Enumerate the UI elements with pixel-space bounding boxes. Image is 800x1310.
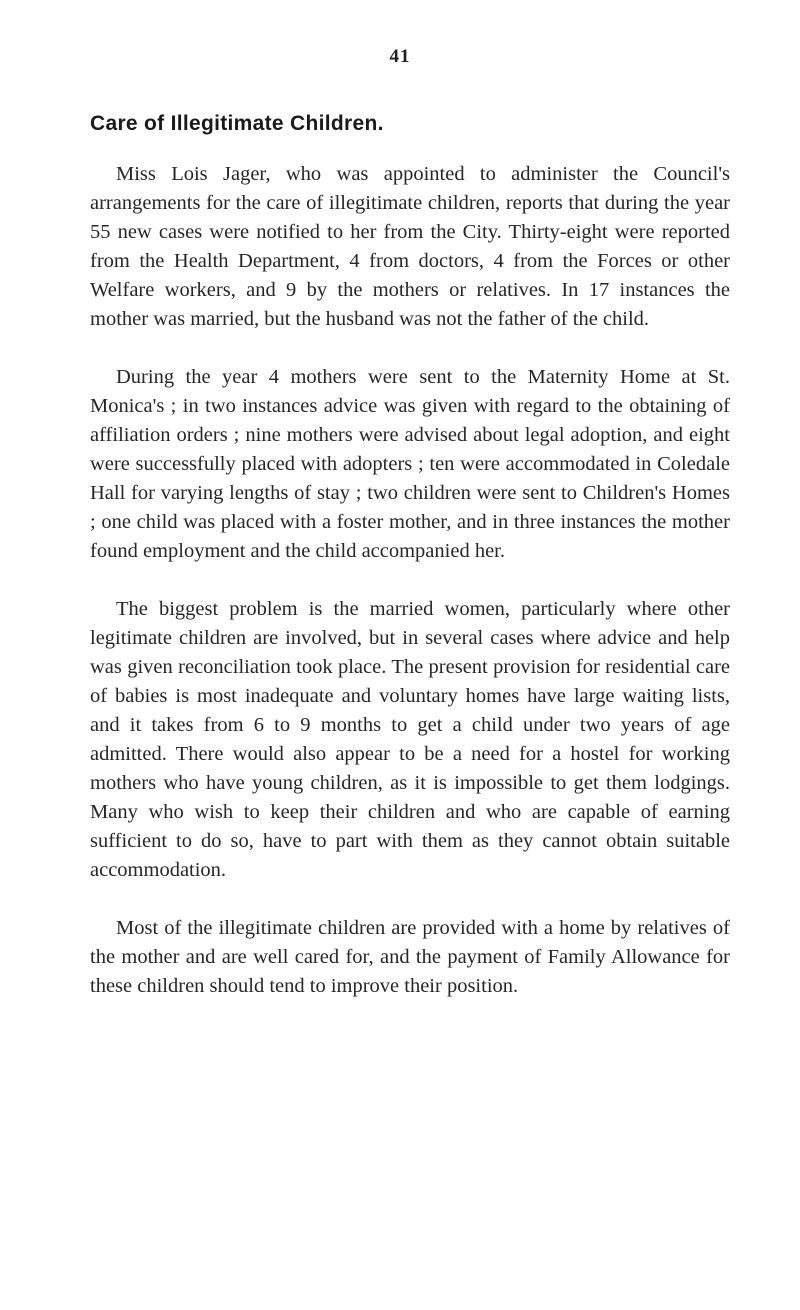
- paragraph-4: Most of the illegitimate children are provided with a home by relatives of the mother and are well cared for, and the payment of Family Allowance for these children should tend to improve their position.: [90, 917, 730, 997]
- paragraph-2: During the year 4 mothers were sent to the Maternity Home at St. Monica's ; in two instances advice was given with regard to the obtaining of affiliation orders ; nine mothers were advised about legal adoption, and eight were successfully placed with adopters ; ten were accommodated in Coledale Hall for varying lengths of stay ; two children were sent to Children's Homes ; one child was placed with a foster mother, and in three instances the mother found employment and the child accompanied her.: [90, 366, 730, 562]
- section-heading: Care of Illegitimate Children.: [90, 112, 384, 135]
- paragraph-3: The biggest problem is the married women, particularly where other legitimate children are involved, but in several cases where advice and help was given reconciliation took place. The present provision for residential care of babies is most inadequate and voluntary homes have large waiting lists, and it takes from 6 to 9 months to get a child under two years of age admitted. There would also appear to be a need for a hostel for working mothers who have young children, as it is impossible to get them lodgings. Many who wish to keep their children and who are capable of earning sufficient to do so, have to part with them as they cannot obtain suitable accommodation.: [90, 598, 730, 881]
- page-number: 41: [389, 46, 411, 67]
- paragraph-1: Miss Lois Jager, who was appointed to administer the Council's arrangements for the care of illegitimate children, reports that during the year 55 new cases were notified to her from the City. Thirty-eight were reported from the Health Department, 4 from doctors, 4 from the Forces or other Welfare workers, and 9 by the mothers or relatives. In 17 instances the mother was married, but the husband was not the father of the child.: [90, 163, 730, 330]
- body-text: [90, 160, 730, 1030]
